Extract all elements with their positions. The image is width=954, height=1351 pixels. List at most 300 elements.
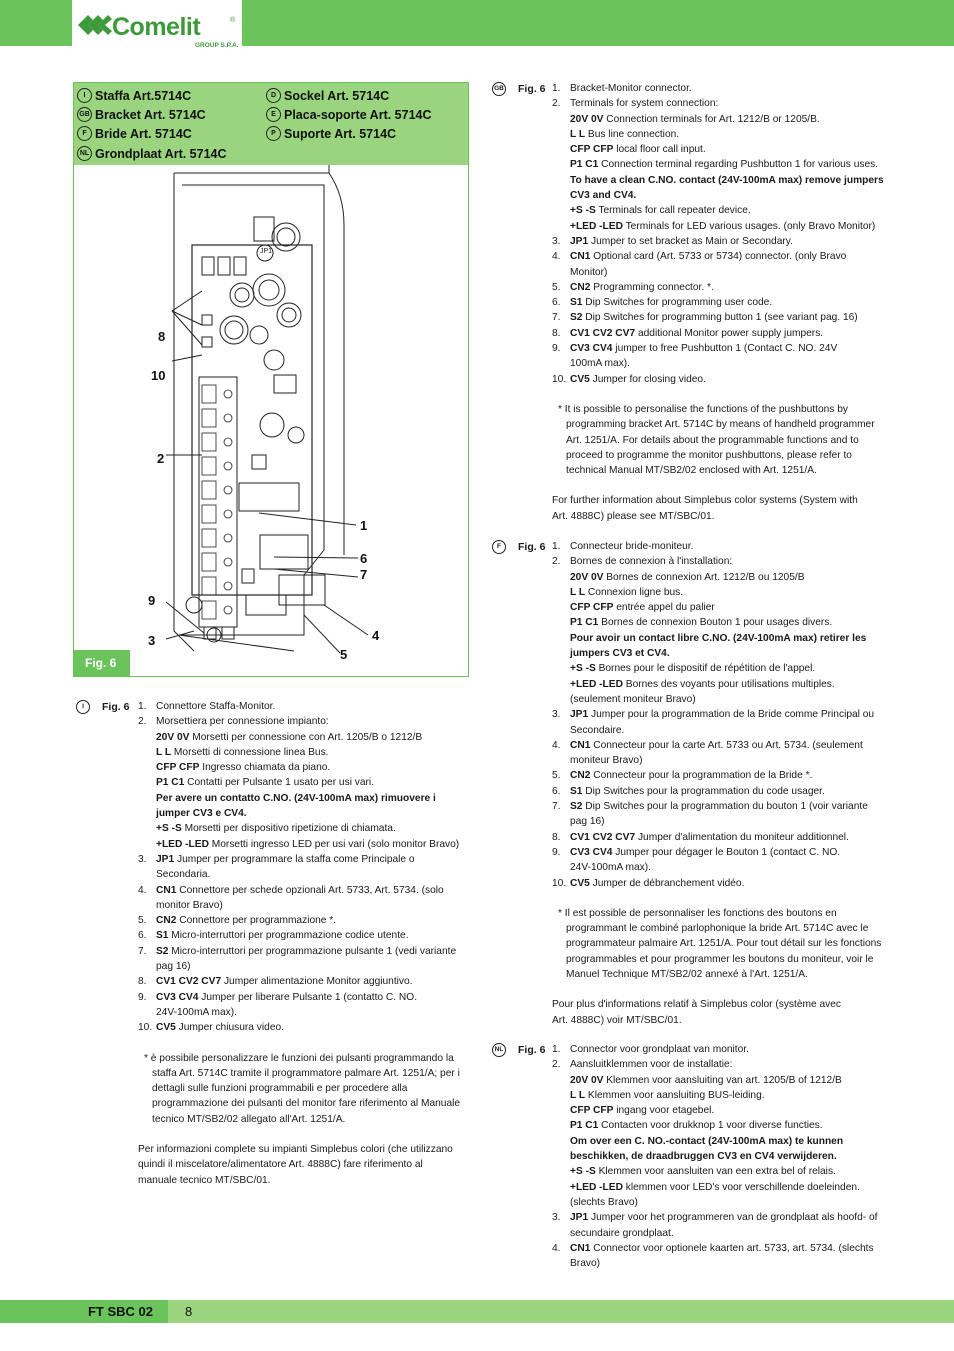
item-keyword: JP1 [156, 853, 175, 865]
item-text [138, 791, 470, 806]
item-number: 9. [138, 991, 147, 1003]
item-body: (slechts Bravo) [570, 1196, 638, 1208]
list-row [552, 1103, 884, 1118]
item-number: 3. [552, 235, 561, 247]
title-pt [266, 126, 396, 141]
item-text [138, 898, 470, 913]
item-text [552, 1088, 884, 1103]
item-text [552, 173, 884, 188]
footer-bar [0, 1300, 954, 1323]
item-keyword: S1 [156, 930, 169, 942]
list-row [552, 1149, 884, 1164]
item-text [138, 760, 470, 775]
list-row [552, 1256, 884, 1271]
item-keyword: CV1 CV2 CV7 [570, 831, 636, 843]
item-text [552, 1195, 884, 1210]
item-text [552, 326, 884, 341]
item-body: Micro-interruttori per programmazione pulsante 1 (vedi variante [168, 945, 457, 957]
item-text [138, 806, 470, 821]
item-body: Connector voor grondplaat van monitor. [570, 1044, 749, 1055]
item-number: 4. [552, 739, 561, 751]
item-number: 4. [552, 1242, 561, 1254]
info-line: For further information about Simplebus color systems (System with [552, 495, 858, 507]
list-row [138, 699, 470, 714]
list-row [552, 768, 884, 783]
item-text [138, 837, 470, 852]
item-body: Jumper voor het programmeren van de grondplaat als hoofd- of [588, 1212, 878, 1224]
item-text [552, 860, 884, 875]
list-row [552, 203, 884, 218]
item-text [138, 821, 470, 836]
item-number: 4. [138, 884, 147, 896]
list-row [552, 234, 884, 249]
list-row [552, 860, 884, 875]
item-keyword: CV3 CV4 [570, 846, 613, 858]
list-row [552, 1057, 884, 1072]
item-number: 2. [552, 98, 561, 110]
item-body: Connettore per programmazione *. [176, 915, 337, 927]
section-fig-label: Fig. 6 [518, 541, 546, 553]
item-body: Dip Switches for programming user code. [582, 297, 773, 309]
section-nl-list [552, 1042, 884, 1271]
item-body: local floor call input. [613, 144, 706, 156]
item-keyword: Per avere un contatto C.NO. (24V-100mA max) rimuovere i [156, 792, 436, 804]
item-body: jumper to free Pushbutton 1 (Contact C. NO. 24V [612, 343, 838, 355]
item-text [552, 372, 884, 387]
item-text [552, 677, 884, 692]
item-keyword: CV5 [156, 1022, 176, 1034]
item-text [552, 753, 884, 768]
list-row [552, 814, 884, 829]
item-text [552, 1134, 884, 1149]
item-keyword: CN1 [570, 739, 591, 751]
item-text [552, 539, 884, 554]
list-row [552, 310, 884, 325]
note-line: programmazione dei pulsanti del monitor fare riferimento al Manuale [152, 1098, 461, 1110]
item-keyword: P1 C1 [156, 777, 185, 789]
list-row [138, 791, 470, 806]
list-row [552, 1241, 884, 1256]
title-gb [77, 107, 206, 122]
item-keyword: CFP CFP [570, 602, 614, 614]
figure-label: Fig. 6 [74, 650, 130, 676]
list-row [552, 799, 884, 814]
list-row [552, 631, 884, 646]
item-text [552, 112, 884, 127]
item-keyword: CV3 CV4 [570, 343, 613, 355]
item-keyword: CV5 [570, 373, 590, 385]
item-body: Morsetti ingresso LED per usi vari (solo monitor Bravo) [208, 838, 460, 850]
bracket-drawing [74, 165, 467, 662]
item-text [138, 714, 470, 729]
item-body: Klemmen voor aansluiting BUS-leiding. [585, 1089, 765, 1101]
list-row [552, 1073, 884, 1088]
flag-icon-nl: NL [77, 146, 92, 161]
item-number: 9. [552, 343, 561, 355]
item-number: 1. [552, 541, 561, 552]
item-keyword: CN1 [156, 884, 177, 896]
list-row [138, 852, 470, 867]
item-text [552, 723, 884, 738]
item-text [552, 1226, 884, 1241]
item-body: Jumper de débranchement vidéo. [589, 877, 745, 889]
item-keyword: S1 [570, 297, 583, 309]
item-text [552, 310, 884, 325]
item-body: Bornes pour le dispositif de répétition de l'appel. [595, 663, 816, 675]
item-text [552, 1118, 884, 1133]
item-number: 5. [552, 770, 561, 782]
item-body: (seulement moniteur Bravo) [570, 693, 696, 705]
note-line: programming bracket Art. 5714C by means of handheld programmer [566, 419, 875, 431]
item-text [138, 959, 470, 974]
item-text [138, 944, 470, 959]
item-body: klemmen voor LED's voor verschillende doeleinden. [622, 1181, 860, 1193]
item-body: Terminals for system connection: [570, 98, 719, 110]
item-body: Jumper per liberare Pulsante 1 (contatto C. NO. [198, 991, 418, 1003]
note-line: staffa Art. 5714C tramite il programmatore palmare Art. 1251/A; per i [152, 1067, 460, 1079]
note-line: Art. 1251/A. For details about the programmable functions and to [566, 434, 859, 446]
title-fr [77, 126, 192, 141]
item-keyword: JP1 [570, 709, 589, 721]
list-row [138, 898, 470, 913]
list-row [552, 707, 884, 722]
flag-icon-nl: NL [492, 1043, 506, 1057]
item-text [552, 876, 884, 891]
list-row [552, 784, 884, 799]
item-body: secundaire grondplaat. [570, 1227, 674, 1239]
item-body: Ingresso chiamata da piano. [199, 762, 331, 774]
list-row [552, 570, 884, 585]
list-row [138, 821, 470, 836]
item-body: Jumper pour la programmation de la Bride comme Principal ou [588, 709, 875, 721]
item-body: Terminals for call repeater device. [595, 205, 751, 217]
item-body: Connection terminal regarding Pushbutton 1 for various uses. [598, 159, 879, 171]
item-body: Aansluitklemmen voor de installatie: [570, 1059, 733, 1071]
item-keyword: L L [156, 746, 172, 758]
item-text [552, 1073, 884, 1088]
item-keyword: CN2 [570, 770, 591, 782]
list-row [552, 615, 884, 630]
list-row [138, 913, 470, 928]
item-text [552, 203, 884, 218]
item-keyword: Om over een C. NO.-contact (24V-100mA max) te kunnen [570, 1135, 844, 1147]
item-body: Dip Switches pour la programmation du bouton 1 (voir variante [582, 801, 868, 813]
item-body: moniteur Bravo) [570, 755, 643, 767]
item-text [138, 974, 470, 989]
list-row [138, 974, 470, 989]
section-gb-heading [492, 82, 545, 96]
item-body: Programming connector. *. [590, 281, 714, 293]
list-row [552, 1226, 884, 1241]
item-number: 2. [552, 1059, 561, 1071]
item-text [552, 219, 884, 234]
list-row [552, 157, 884, 172]
item-body: Bornes de connexion Art. 1212/B ou 1205/B [603, 571, 805, 583]
item-keyword: CFP CFP [570, 144, 614, 156]
figure-box [73, 82, 469, 677]
item-keyword: beschikken, de draadbruggen CV3 en CV4 verwijderen. [570, 1151, 837, 1163]
section-it-heading [76, 700, 129, 714]
item-text [138, 883, 470, 898]
item-keyword: +S -S [570, 663, 596, 675]
item-body: Connettore Staffa-Monitor. [156, 701, 276, 712]
board-label-jp1: JP1 [260, 248, 273, 255]
item-body: Connecteur pour la programmation de la Bride *. [590, 770, 813, 782]
note-line: dettagli sulle funzioni programmabili e per procedere alla [152, 1083, 408, 1095]
list-row [552, 677, 884, 692]
footer-doc-code: FT SBC 02 [0, 1300, 168, 1323]
item-body: Optional card (Art. 5733 or 5734) connector. (only Bravo [590, 251, 847, 263]
title-de [266, 88, 389, 103]
item-keyword: JP1 [570, 1212, 589, 1224]
item-keyword: S2 [570, 312, 583, 324]
item-keyword: To have a clean C.NO. contact (24V-100mA max) remove jumpers [570, 174, 884, 186]
item-number: 3. [552, 709, 561, 721]
figure-titlebar [74, 83, 468, 165]
callout-9: 9 [148, 593, 156, 608]
item-text [552, 692, 884, 707]
item-body: Dip Switches for programming button 1 (see variant pag. 16) [582, 312, 858, 324]
item-text [552, 249, 884, 264]
list-row [552, 600, 884, 615]
list-row [552, 876, 884, 891]
list-row [552, 1042, 884, 1057]
list-row [138, 745, 470, 760]
item-body: monitor Bravo) [156, 899, 223, 911]
list-row [138, 867, 470, 882]
item-text [552, 784, 884, 799]
item-text [552, 1180, 884, 1195]
info-line: Per informazioni complete su impianti Simplebus colori (che utilizzano [138, 1144, 453, 1156]
item-body: Jumper to set bracket as Main or Secondary. [588, 235, 793, 247]
flag-icon-de: D [266, 88, 281, 103]
item-keyword: CFP CFP [156, 762, 200, 774]
brand-logo [72, 0, 242, 52]
item-number: 7. [552, 801, 561, 813]
flag-icon-gb: GB [492, 82, 506, 96]
item-keyword: L L [570, 128, 586, 140]
item-text [138, 1005, 470, 1020]
list-row [138, 1005, 470, 1020]
title-text: Bride Art. 5714C [95, 126, 192, 141]
item-body: pag 16) [570, 816, 605, 828]
item-body: Connettore per schede opzionali Art. 5733, Art. 5734. (solo [176, 884, 444, 896]
item-keyword: 20V 0V [156, 731, 190, 743]
note-line: * It is possible to personalise the functions of the pushbuttons by [558, 403, 848, 415]
section-fig-label: Fig. 6 [518, 83, 546, 95]
item-keyword: S1 [570, 785, 583, 797]
note-line: proceed to programme the monitor pushbuttons, please refer to [566, 449, 852, 461]
list-row [552, 845, 884, 860]
item-keyword: +S -S [156, 823, 182, 835]
item-body: Bornes de connexion Bouton 1 pour usages divers. [598, 617, 833, 629]
note-line: * Il est possible de personnaliser les fonctions des boutons en [558, 907, 837, 919]
title-text: Placa-soporte Art. 5714C [284, 107, 432, 122]
item-text [552, 234, 884, 249]
list-row [552, 692, 884, 707]
item-keyword: JP1 [570, 235, 589, 247]
list-row [552, 1180, 884, 1195]
list-row [552, 142, 884, 157]
list-row [552, 554, 884, 569]
item-text [552, 96, 884, 111]
note-line: * è possibile personalizzare le funzioni dei pulsanti programmando la [144, 1052, 454, 1064]
item-body: Monitor) [570, 266, 608, 278]
item-body: ingang voor etagebel. [613, 1105, 715, 1117]
item-text [138, 775, 470, 790]
item-text [138, 913, 470, 928]
item-body: Connecteur pour la carte Art. 5733 ou Art. 5734. (seulement [590, 739, 863, 751]
item-body: Jumper alimentazione Monitor aggiuntivo. [221, 976, 413, 988]
item-number: 1. [552, 1044, 561, 1055]
item-body: 100mA max). [570, 358, 631, 370]
item-text [552, 585, 884, 600]
list-row [552, 1118, 884, 1133]
item-text [552, 280, 884, 295]
title-text: Grondplaat Art. 5714C [95, 146, 227, 161]
note-line: tecnico MT/SB2/02 allegato all'Art. 1251/A. [152, 1113, 346, 1125]
item-text [552, 356, 884, 371]
item-text [552, 845, 884, 860]
item-body: Jumper chiusura video. [175, 1022, 284, 1034]
item-body: Bornes des voyants pour utilisations multiples. [622, 678, 835, 690]
item-number: 10. [552, 373, 567, 385]
item-number: 8. [552, 327, 561, 339]
section-fr-heading [492, 540, 545, 554]
list-row [138, 1020, 470, 1035]
item-keyword: CN1 [570, 251, 591, 263]
item-body: Terminals for LED various usages. (only Bravo Monitor) [622, 220, 876, 232]
callout-2: 2 [157, 451, 165, 466]
note-line: programmant le combiné parlophonique la bride Art. 5714C avec le [566, 923, 869, 935]
item-body: Contacten voor drukknop 1 voor diverse functies. [598, 1120, 823, 1132]
title-es [266, 107, 432, 122]
item-number: 6. [552, 297, 561, 309]
list-row [138, 837, 470, 852]
item-text [138, 852, 470, 867]
item-number: 1. [138, 701, 147, 712]
note-line: programmables et pour programmer les boutons du moniteur, voir le [566, 953, 874, 965]
item-body: additional Monitor power supply jumpers. [635, 327, 824, 339]
item-number: 10. [552, 877, 567, 889]
item-body: Dip Switches pour la programmation du code usager. [582, 785, 825, 797]
item-text [552, 265, 884, 280]
item-keyword: 20V 0V [570, 571, 604, 583]
item-text [552, 157, 884, 172]
note-line: programmateur palmaire Art. 1251/A. Pour tout détail sur les fonctions [566, 938, 882, 950]
item-body: Bornes de connexion à l'installation: [570, 556, 733, 568]
item-text [552, 295, 884, 310]
flag-icon-it: I [76, 700, 90, 714]
item-keyword: P1 C1 [570, 1120, 599, 1132]
brand-name: Comelit [112, 13, 201, 41]
list-row [552, 219, 884, 234]
list-row [552, 188, 884, 203]
list-row [552, 249, 884, 264]
info-line: manuale tecnico MT/SBC/01. [138, 1174, 271, 1186]
item-body: Klemmen voor aansluiting van art. 1205/B of 1212/B [603, 1074, 842, 1086]
callout-6: 6 [360, 551, 368, 566]
list-row [552, 661, 884, 676]
list-row [552, 646, 884, 661]
title-text: Suporte Art. 5714C [284, 126, 397, 141]
item-text [552, 1164, 884, 1179]
item-body: 24V-100mA max). [156, 1006, 237, 1018]
flag-icon-pt: P [266, 126, 281, 141]
list-row [138, 959, 470, 974]
item-text [552, 554, 884, 569]
item-number: 2. [138, 716, 147, 728]
info-line: Pour plus d'informations relatif à Simplebus color (système avec [552, 999, 842, 1011]
item-keyword: CN2 [570, 281, 591, 293]
list-row [552, 295, 884, 310]
item-number: 5. [552, 281, 561, 293]
item-text [552, 142, 884, 157]
brand-group: GROUP S.P.A. [195, 42, 239, 49]
list-row [552, 372, 884, 387]
item-body: Morsetti per connessione con Art. 1205/B o 1212/B [189, 731, 423, 743]
title-nl [77, 146, 227, 161]
section-fr-list [552, 539, 884, 1028]
item-number: 7. [138, 945, 147, 957]
item-text [138, 867, 470, 882]
item-keyword: CV1 CV2 CV7 [570, 327, 636, 339]
item-body: 24V-100mA max). [570, 862, 651, 874]
callout-10: 10 [151, 368, 166, 383]
item-body: Connecteur bride-moniteur. [570, 541, 694, 552]
item-text [552, 600, 884, 615]
list-row [552, 1195, 884, 1210]
item-keyword: +LED -LED [570, 678, 623, 690]
item-text [552, 661, 884, 676]
item-number: 8. [138, 976, 147, 988]
item-keyword: CFP CFP [570, 1105, 614, 1117]
item-keyword: CN1 [570, 1242, 591, 1254]
list-row [552, 738, 884, 753]
item-number: 4. [552, 251, 561, 263]
item-text [552, 127, 884, 142]
item-body: Morsetti per dispositivo ripetizione di chiamata. [181, 823, 396, 835]
item-keyword: CV1 CV2 CV7 [156, 976, 222, 988]
list-row [138, 760, 470, 775]
flag-icon-it: I [77, 88, 92, 103]
item-number: 3. [552, 1212, 561, 1224]
item-body: Connexion ligne bus. [585, 586, 684, 598]
list-row [138, 775, 470, 790]
comelit-mark-icon [76, 10, 112, 40]
item-body: Jumper per programmare la staffa come Principale o [174, 853, 415, 865]
item-keyword: +S -S [570, 1166, 596, 1178]
title-text: Sockel Art. 5714C [284, 88, 390, 103]
list-row [552, 173, 884, 188]
flag-icon-gb: GB [77, 107, 92, 122]
item-number: 7. [552, 312, 561, 324]
item-body: Morsettiera per connessione impianto: [156, 716, 329, 728]
item-body: Secondaria. [156, 869, 211, 881]
item-text [552, 799, 884, 814]
note-line: technical Manual MT/SB2/02 enclosed with Art. 1251/A. [566, 465, 817, 477]
item-text [552, 615, 884, 630]
list-row [552, 127, 884, 142]
item-number: 9. [552, 846, 561, 858]
item-text [552, 570, 884, 585]
list-row [138, 944, 470, 959]
item-body: Jumper d'alimentation du moniteur additionnel. [635, 831, 849, 843]
title-it [77, 88, 191, 103]
item-keyword: jumper CV3 e CV4. [156, 808, 247, 820]
item-number: 10. [138, 1022, 153, 1034]
item-text [138, 990, 470, 1005]
